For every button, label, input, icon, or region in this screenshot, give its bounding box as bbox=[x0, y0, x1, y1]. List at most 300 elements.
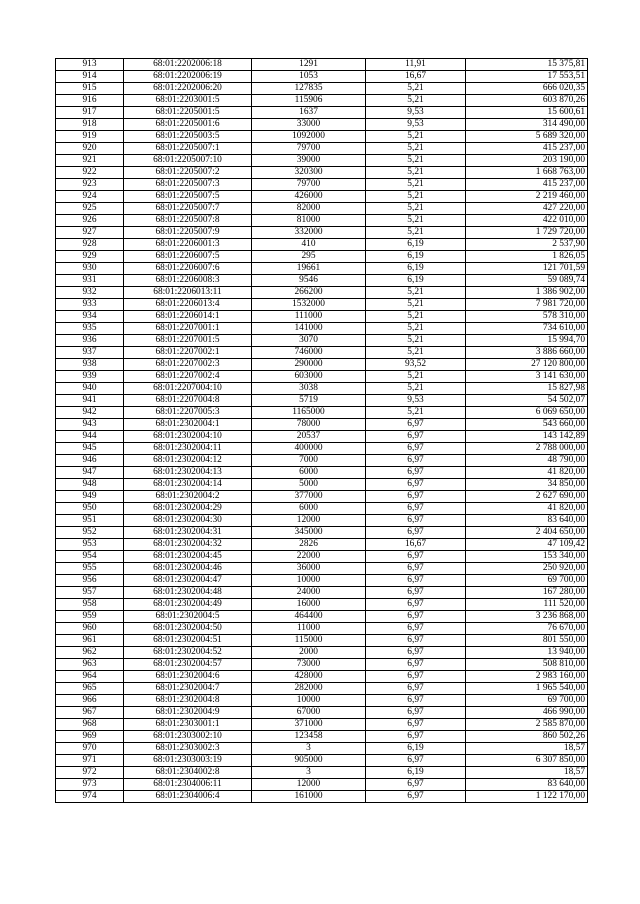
cadastral-number-cell: 68:01:2304002:8 bbox=[124, 767, 252, 779]
cadastral-number-cell: 68:01:2205007:2 bbox=[124, 167, 252, 179]
cadastral-value-cell: 15 600,61 bbox=[466, 107, 588, 119]
cadastral-value-cell: 143 142,89 bbox=[466, 431, 588, 443]
row-number-cell: 959 bbox=[56, 611, 124, 623]
cadastral-number-cell: 68:01:2207002:4 bbox=[124, 371, 252, 383]
cadastral-value-cell: 18,57 bbox=[466, 767, 588, 779]
area-cell: 603000 bbox=[252, 371, 366, 383]
area-cell: 67000 bbox=[252, 707, 366, 719]
table-row bbox=[56, 383, 588, 395]
rate-cell: 6,97 bbox=[366, 455, 466, 467]
rate-cell: 5,21 bbox=[366, 311, 466, 323]
table-row bbox=[56, 407, 588, 419]
table-row bbox=[56, 203, 588, 215]
rate-cell: 6,97 bbox=[366, 431, 466, 443]
area-cell: 746000 bbox=[252, 347, 366, 359]
rate-cell: 5,21 bbox=[366, 143, 466, 155]
area-cell: 5719 bbox=[252, 395, 366, 407]
table-row bbox=[56, 287, 588, 299]
cadastral-number-cell: 68:01:2302004:45 bbox=[124, 551, 252, 563]
rate-cell: 6,19 bbox=[366, 239, 466, 251]
cadastral-number-cell: 68:01:2207002:1 bbox=[124, 347, 252, 359]
row-number-cell: 927 bbox=[56, 227, 124, 239]
table-row bbox=[56, 59, 588, 71]
row-number-cell: 930 bbox=[56, 263, 124, 275]
cadastral-number-cell: 68:01:2202006:18 bbox=[124, 59, 252, 71]
rate-cell: 6,19 bbox=[366, 767, 466, 779]
table-row bbox=[56, 779, 588, 791]
area-cell: 1165000 bbox=[252, 407, 366, 419]
rate-cell: 9,53 bbox=[366, 107, 466, 119]
rate-cell: 6,97 bbox=[366, 599, 466, 611]
table-row bbox=[56, 743, 588, 755]
table-row bbox=[56, 671, 588, 683]
rate-cell: 9,53 bbox=[366, 395, 466, 407]
table-row bbox=[56, 479, 588, 491]
cadastral-number-cell: 68:01:2302004:11 bbox=[124, 443, 252, 455]
area-cell: 1637 bbox=[252, 107, 366, 119]
row-number-cell: 921 bbox=[56, 155, 124, 167]
cadastral-number-cell: 68:01:2303001:1 bbox=[124, 719, 252, 731]
row-number-cell: 951 bbox=[56, 515, 124, 527]
rate-cell: 93,52 bbox=[366, 359, 466, 371]
rate-cell: 6,97 bbox=[366, 503, 466, 515]
cadastral-number-cell: 68:01:2304006:4 bbox=[124, 791, 252, 803]
table-row bbox=[56, 611, 588, 623]
cadastral-number-cell: 68:01:2302004:47 bbox=[124, 575, 252, 587]
rate-cell: 6,97 bbox=[366, 491, 466, 503]
cadastral-value-cell: 7 981 720,00 bbox=[466, 299, 588, 311]
table-row bbox=[56, 107, 588, 119]
cadastral-value-cell: 1 122 170,00 bbox=[466, 791, 588, 803]
area-cell: 345000 bbox=[252, 527, 366, 539]
row-number-cell: 943 bbox=[56, 419, 124, 431]
table-row bbox=[56, 587, 588, 599]
area-cell: 332000 bbox=[252, 227, 366, 239]
area-cell: 377000 bbox=[252, 491, 366, 503]
row-number-cell: 933 bbox=[56, 299, 124, 311]
cadastral-number-cell: 68:01:2302004:30 bbox=[124, 515, 252, 527]
cadastral-value-cell: 41 820,00 bbox=[466, 467, 588, 479]
cadastral-value-cell: 59 089,74 bbox=[466, 275, 588, 287]
row-number-cell: 922 bbox=[56, 167, 124, 179]
cadastral-value-cell: 83 640,00 bbox=[466, 515, 588, 527]
rate-cell: 6,97 bbox=[366, 611, 466, 623]
rate-cell: 6,97 bbox=[366, 791, 466, 803]
rate-cell: 6,97 bbox=[366, 467, 466, 479]
rate-cell: 6,19 bbox=[366, 275, 466, 287]
table-row bbox=[56, 623, 588, 635]
area-cell: 2000 bbox=[252, 647, 366, 659]
cadastral-value-cell: 6 069 650,00 bbox=[466, 407, 588, 419]
area-cell: 2826 bbox=[252, 539, 366, 551]
cadastral-number-cell: 68:01:2302004:57 bbox=[124, 659, 252, 671]
area-cell: 22000 bbox=[252, 551, 366, 563]
rate-cell: 6,97 bbox=[366, 707, 466, 719]
rate-cell: 5,21 bbox=[366, 371, 466, 383]
cadastral-number-cell: 68:01:2206014:1 bbox=[124, 311, 252, 323]
cadastral-value-cell: 1 386 902,00 bbox=[466, 287, 588, 299]
table-row bbox=[56, 551, 588, 563]
cadastral-value-cell: 203 190,00 bbox=[466, 155, 588, 167]
table-row bbox=[56, 179, 588, 191]
area-cell: 81000 bbox=[252, 215, 366, 227]
cadastral-value-cell: 76 670,00 bbox=[466, 623, 588, 635]
cadastral-value-cell: 734 610,00 bbox=[466, 323, 588, 335]
cadastral-value-cell: 5 689 320,00 bbox=[466, 131, 588, 143]
row-number-cell: 929 bbox=[56, 251, 124, 263]
table-row bbox=[56, 767, 588, 779]
area-cell: 1092000 bbox=[252, 131, 366, 143]
rate-cell: 5,21 bbox=[366, 299, 466, 311]
table-row bbox=[56, 275, 588, 287]
rate-cell: 6,97 bbox=[366, 647, 466, 659]
table-row bbox=[56, 599, 588, 611]
table-row bbox=[56, 263, 588, 275]
row-number-cell: 967 bbox=[56, 707, 124, 719]
row-number-cell: 923 bbox=[56, 179, 124, 191]
area-cell: 426000 bbox=[252, 191, 366, 203]
area-cell: 9546 bbox=[252, 275, 366, 287]
cadastral-value-cell: 427 220,00 bbox=[466, 203, 588, 215]
table-row bbox=[56, 119, 588, 131]
cadastral-value-cell: 543 660,00 bbox=[466, 419, 588, 431]
cadastral-value-cell: 48 790,00 bbox=[466, 455, 588, 467]
cadastral-value-cell: 167 280,00 bbox=[466, 587, 588, 599]
cadastral-number-cell: 68:01:2205007:5 bbox=[124, 191, 252, 203]
area-cell: 73000 bbox=[252, 659, 366, 671]
rate-cell: 6,97 bbox=[366, 731, 466, 743]
cadastral-value-cell: 15 827,98 bbox=[466, 383, 588, 395]
area-cell: 371000 bbox=[252, 719, 366, 731]
row-number-cell: 954 bbox=[56, 551, 124, 563]
row-number-cell: 960 bbox=[56, 623, 124, 635]
table-row bbox=[56, 527, 588, 539]
rate-cell: 5,21 bbox=[366, 131, 466, 143]
rate-cell: 5,21 bbox=[366, 323, 466, 335]
rate-cell: 16,67 bbox=[366, 71, 466, 83]
area-cell: 12000 bbox=[252, 779, 366, 791]
table-row bbox=[56, 467, 588, 479]
row-number-cell: 934 bbox=[56, 311, 124, 323]
rate-cell: 6,97 bbox=[366, 671, 466, 683]
area-cell: 464400 bbox=[252, 611, 366, 623]
cadastral-number-cell: 68:01:2302004:51 bbox=[124, 635, 252, 647]
area-cell: 3070 bbox=[252, 335, 366, 347]
cadastral-value-cell: 508 810,00 bbox=[466, 659, 588, 671]
cadastral-number-cell: 68:01:2302004:5 bbox=[124, 611, 252, 623]
area-cell: 905000 bbox=[252, 755, 366, 767]
area-cell: 16000 bbox=[252, 599, 366, 611]
rate-cell: 6,97 bbox=[366, 527, 466, 539]
cadastral-value-cell: 2 627 690,00 bbox=[466, 491, 588, 503]
cadastral-number-cell: 68:01:2205001:6 bbox=[124, 119, 252, 131]
table-row bbox=[56, 791, 588, 803]
cadastral-number-cell: 68:01:2207001:5 bbox=[124, 335, 252, 347]
area-cell: 1053 bbox=[252, 71, 366, 83]
cadastral-number-cell: 68:01:2207001:1 bbox=[124, 323, 252, 335]
area-cell: 33000 bbox=[252, 119, 366, 131]
cadastral-number-cell: 68:01:2206007:6 bbox=[124, 263, 252, 275]
area-cell: 78000 bbox=[252, 419, 366, 431]
cadastral-number-cell: 68:01:2205007:7 bbox=[124, 203, 252, 215]
rate-cell: 5,21 bbox=[366, 383, 466, 395]
cadastral-value-cell: 121 701,59 bbox=[466, 263, 588, 275]
rate-cell: 5,21 bbox=[366, 335, 466, 347]
cadastral-value-cell: 54 502,07 bbox=[466, 395, 588, 407]
row-number-cell: 962 bbox=[56, 647, 124, 659]
row-number-cell: 942 bbox=[56, 407, 124, 419]
cadastral-value-cell: 2 537,90 bbox=[466, 239, 588, 251]
row-number-cell: 913 bbox=[56, 59, 124, 71]
cadastral-value-cell: 1 826,05 bbox=[466, 251, 588, 263]
table-row bbox=[56, 755, 588, 767]
area-cell: 290000 bbox=[252, 359, 366, 371]
table-row bbox=[56, 431, 588, 443]
rate-cell: 5,21 bbox=[366, 407, 466, 419]
cadastral-value-cell: 1 965 540,00 bbox=[466, 683, 588, 695]
row-number-cell: 953 bbox=[56, 539, 124, 551]
row-number-cell: 950 bbox=[56, 503, 124, 515]
cadastral-value-cell: 422 010,00 bbox=[466, 215, 588, 227]
rate-cell: 6,19 bbox=[366, 251, 466, 263]
row-number-cell: 936 bbox=[56, 335, 124, 347]
row-number-cell: 941 bbox=[56, 395, 124, 407]
cadastral-value-cell: 34 850,00 bbox=[466, 479, 588, 491]
row-number-cell: 955 bbox=[56, 563, 124, 575]
table-row bbox=[56, 131, 588, 143]
cadastral-number-cell: 68:01:2302004:13 bbox=[124, 467, 252, 479]
area-cell: 10000 bbox=[252, 695, 366, 707]
cadastral-number-cell: 68:01:2302004:48 bbox=[124, 587, 252, 599]
cadastral-value-cell: 6 307 850,00 bbox=[466, 755, 588, 767]
cadastral-number-cell: 68:01:2207004:8 bbox=[124, 395, 252, 407]
rate-cell: 6,97 bbox=[366, 419, 466, 431]
rate-cell: 5,21 bbox=[366, 227, 466, 239]
cadastral-number-cell: 68:01:2302004:7 bbox=[124, 683, 252, 695]
row-number-cell: 968 bbox=[56, 719, 124, 731]
table-row bbox=[56, 71, 588, 83]
cadastral-number-cell: 68:01:2205003:5 bbox=[124, 131, 252, 143]
rate-cell: 5,21 bbox=[366, 203, 466, 215]
row-number-cell: 952 bbox=[56, 527, 124, 539]
row-number-cell: 938 bbox=[56, 359, 124, 371]
cadastral-value-table bbox=[55, 58, 588, 803]
area-cell: 79700 bbox=[252, 179, 366, 191]
row-number-cell: 970 bbox=[56, 743, 124, 755]
cadastral-number-cell: 68:01:2206007:5 bbox=[124, 251, 252, 263]
cadastral-number-cell: 68:01:2302004:9 bbox=[124, 707, 252, 719]
cadastral-value-cell: 13 940,00 bbox=[466, 647, 588, 659]
rate-cell: 6,97 bbox=[366, 443, 466, 455]
area-cell: 111000 bbox=[252, 311, 366, 323]
area-cell: 3038 bbox=[252, 383, 366, 395]
area-cell: 24000 bbox=[252, 587, 366, 599]
table-row bbox=[56, 395, 588, 407]
area-cell: 19661 bbox=[252, 263, 366, 275]
table-row bbox=[56, 143, 588, 155]
cadastral-value-cell: 27 120 800,00 bbox=[466, 359, 588, 371]
rate-cell: 6,97 bbox=[366, 659, 466, 671]
rate-cell: 5,21 bbox=[366, 191, 466, 203]
table-row bbox=[56, 167, 588, 179]
cadastral-number-cell: 68:01:2302004:32 bbox=[124, 539, 252, 551]
rate-cell: 9,53 bbox=[366, 119, 466, 131]
cadastral-number-cell: 68:01:2205007:3 bbox=[124, 179, 252, 191]
area-cell: 123458 bbox=[252, 731, 366, 743]
cadastral-value-cell: 603 870,26 bbox=[466, 95, 588, 107]
row-number-cell: 972 bbox=[56, 767, 124, 779]
cadastral-value-cell: 69 700,00 bbox=[466, 575, 588, 587]
rate-cell: 6,97 bbox=[366, 575, 466, 587]
row-number-cell: 926 bbox=[56, 215, 124, 227]
row-number-cell: 965 bbox=[56, 683, 124, 695]
area-cell: 282000 bbox=[252, 683, 366, 695]
rate-cell: 6,97 bbox=[366, 635, 466, 647]
cadastral-value-cell: 415 237,00 bbox=[466, 179, 588, 191]
table-row bbox=[56, 515, 588, 527]
rate-cell: 6,97 bbox=[366, 755, 466, 767]
table-row bbox=[56, 695, 588, 707]
area-cell: 11000 bbox=[252, 623, 366, 635]
area-cell: 12000 bbox=[252, 515, 366, 527]
table-row bbox=[56, 575, 588, 587]
table-row bbox=[56, 227, 588, 239]
rate-cell: 6,97 bbox=[366, 587, 466, 599]
table-row bbox=[56, 455, 588, 467]
cadastral-number-cell: 68:01:2302004:12 bbox=[124, 455, 252, 467]
cadastral-value-cell: 153 340,00 bbox=[466, 551, 588, 563]
cadastral-value-cell: 578 310,00 bbox=[466, 311, 588, 323]
table-row bbox=[56, 95, 588, 107]
rate-cell: 6,97 bbox=[366, 515, 466, 527]
area-cell: 3 bbox=[252, 743, 366, 755]
table-row bbox=[56, 491, 588, 503]
cadastral-number-cell: 68:01:2202006:19 bbox=[124, 71, 252, 83]
cadastral-number-cell: 68:01:2302004:52 bbox=[124, 647, 252, 659]
cadastral-number-cell: 68:01:2205007:1 bbox=[124, 143, 252, 155]
row-number-cell: 957 bbox=[56, 587, 124, 599]
cadastral-value-cell: 2 983 160,00 bbox=[466, 671, 588, 683]
rate-cell: 5,21 bbox=[366, 287, 466, 299]
table-row bbox=[56, 443, 588, 455]
area-cell: 1532000 bbox=[252, 299, 366, 311]
table-row bbox=[56, 335, 588, 347]
row-number-cell: 932 bbox=[56, 287, 124, 299]
rate-cell: 6,97 bbox=[366, 719, 466, 731]
row-number-cell: 949 bbox=[56, 491, 124, 503]
cadastral-value-cell: 415 237,00 bbox=[466, 143, 588, 155]
table-row bbox=[56, 719, 588, 731]
cadastral-value-cell: 18,57 bbox=[466, 743, 588, 755]
rate-cell: 5,21 bbox=[366, 95, 466, 107]
row-number-cell: 918 bbox=[56, 119, 124, 131]
cadastral-number-cell: 68:01:2207004:10 bbox=[124, 383, 252, 395]
row-number-cell: 947 bbox=[56, 467, 124, 479]
rate-cell: 6,97 bbox=[366, 683, 466, 695]
cadastral-value-cell: 466 990,00 bbox=[466, 707, 588, 719]
row-number-cell: 917 bbox=[56, 107, 124, 119]
rate-cell: 6,97 bbox=[366, 695, 466, 707]
table-row bbox=[56, 239, 588, 251]
table-row bbox=[56, 311, 588, 323]
cadastral-number-cell: 68:01:2206001:3 bbox=[124, 239, 252, 251]
rate-cell: 5,21 bbox=[366, 215, 466, 227]
cadastral-number-cell: 68:01:2206008:3 bbox=[124, 275, 252, 287]
table-row bbox=[56, 347, 588, 359]
cadastral-value-cell: 3 886 660,00 bbox=[466, 347, 588, 359]
cadastral-number-cell: 68:01:2302004:31 bbox=[124, 527, 252, 539]
cadastral-value-cell: 3 141 630,00 bbox=[466, 371, 588, 383]
cadastral-number-cell: 68:01:2205007:8 bbox=[124, 215, 252, 227]
table-row bbox=[56, 683, 588, 695]
rate-cell: 16,67 bbox=[366, 539, 466, 551]
table-row bbox=[56, 635, 588, 647]
table-row bbox=[56, 83, 588, 95]
row-number-cell: 964 bbox=[56, 671, 124, 683]
cadastral-number-cell: 68:01:2303002:3 bbox=[124, 743, 252, 755]
cadastral-number-cell: 68:01:2303003:19 bbox=[124, 755, 252, 767]
area-cell: 428000 bbox=[252, 671, 366, 683]
cadastral-number-cell: 68:01:2302004:46 bbox=[124, 563, 252, 575]
table-row bbox=[56, 323, 588, 335]
cadastral-number-cell: 68:01:2206013:4 bbox=[124, 299, 252, 311]
table-body bbox=[56, 59, 588, 803]
table-row bbox=[56, 419, 588, 431]
cadastral-number-cell: 68:01:2205007:10 bbox=[124, 155, 252, 167]
row-number-cell: 916 bbox=[56, 95, 124, 107]
table-row bbox=[56, 707, 588, 719]
area-cell: 1291 bbox=[252, 59, 366, 71]
cadastral-number-cell: 68:01:2303002:10 bbox=[124, 731, 252, 743]
table-row bbox=[56, 359, 588, 371]
rate-cell: 6,97 bbox=[366, 551, 466, 563]
area-cell: 79700 bbox=[252, 143, 366, 155]
area-cell: 161000 bbox=[252, 791, 366, 803]
table-row bbox=[56, 191, 588, 203]
area-cell: 410 bbox=[252, 239, 366, 251]
row-number-cell: 914 bbox=[56, 71, 124, 83]
cadastral-value-cell: 666 020,35 bbox=[466, 83, 588, 95]
cadastral-number-cell: 68:01:2205001:5 bbox=[124, 107, 252, 119]
table-row bbox=[56, 251, 588, 263]
row-number-cell: 956 bbox=[56, 575, 124, 587]
row-number-cell: 961 bbox=[56, 635, 124, 647]
rate-cell: 6,97 bbox=[366, 623, 466, 635]
cadastral-value-cell: 801 550,00 bbox=[466, 635, 588, 647]
row-number-cell: 925 bbox=[56, 203, 124, 215]
row-number-cell: 939 bbox=[56, 371, 124, 383]
area-cell: 3 bbox=[252, 767, 366, 779]
row-number-cell: 920 bbox=[56, 143, 124, 155]
cadastral-number-cell: 68:01:2302004:6 bbox=[124, 671, 252, 683]
rate-cell: 6,19 bbox=[366, 263, 466, 275]
cadastral-number-cell: 68:01:2304006:11 bbox=[124, 779, 252, 791]
area-cell: 39000 bbox=[252, 155, 366, 167]
cadastral-number-cell: 68:01:2302004:50 bbox=[124, 623, 252, 635]
row-number-cell: 945 bbox=[56, 443, 124, 455]
cadastral-value-cell: 3 236 868,00 bbox=[466, 611, 588, 623]
rate-cell: 6,97 bbox=[366, 563, 466, 575]
row-number-cell: 937 bbox=[56, 347, 124, 359]
row-number-cell: 974 bbox=[56, 791, 124, 803]
table-row bbox=[56, 503, 588, 515]
area-cell: 7000 bbox=[252, 455, 366, 467]
row-number-cell: 944 bbox=[56, 431, 124, 443]
table-row bbox=[56, 539, 588, 551]
cadastral-number-cell: 68:01:2302004:2 bbox=[124, 491, 252, 503]
cadastral-value-cell: 860 502,26 bbox=[466, 731, 588, 743]
cadastral-number-cell: 68:01:2207002:3 bbox=[124, 359, 252, 371]
